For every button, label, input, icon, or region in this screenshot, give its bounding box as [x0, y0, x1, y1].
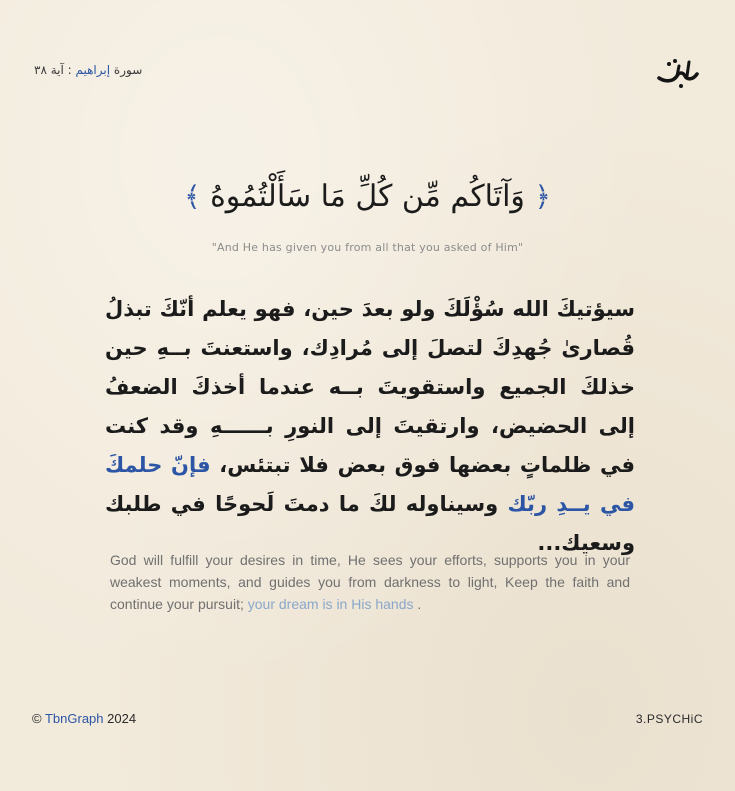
- quran-verse: [0, 172, 735, 222]
- verse-open-ornament: ﴿: [534, 180, 551, 213]
- verse-translation: "And He has given you from all that you asked of Him": [211, 241, 524, 254]
- english-highlight: your dream is in His hands: [247, 596, 414, 612]
- brand-name: TbnGraph: [44, 711, 104, 726]
- arabic-text-part1: سيؤتيكَ الله سُؤْلَكَ ولو بعدَ حين، فهو يعلم أنّكَ تبذلُ قُصارىٰ جُهدِكَ لتصلَ إلى مُرادِك، واستعنتَ بــهِ حين خذلكَ الجميع واستقويتَ بــه عندما أخذكَ الضعفُ إلى الحضيض، وارتقيتَ إلى النورِ بــــــهِ وقد كنت في ظلماتٍ بعضها فوق بعض فلا تبتئس،: [105, 297, 636, 477]
- surah-reference: [34, 63, 142, 77]
- copyright: [32, 711, 136, 726]
- english-text-part1: God will fulfill your desires in time, He sees your efforts, supports you in your weakest moments, and guides you from darkness to light, Keep the faith and continue your pursuit;: [110, 552, 630, 612]
- copyright-year: 2024: [107, 711, 137, 726]
- arabic-highlight: فإنّ حلمكَ في يــدِ ربّك: [105, 453, 635, 516]
- calligraphy-logo-icon: [655, 52, 701, 90]
- ayah-number: : آية ٣٨: [34, 63, 72, 77]
- series-label: 3.PSYCHiC: [635, 712, 703, 726]
- verse-close-ornament: ﴾: [184, 180, 201, 213]
- english-text-part2: .: [417, 596, 422, 612]
- copyright-symbol: ©: [32, 711, 42, 726]
- surah-name: إبراهيم: [75, 63, 111, 77]
- surah-label: سورة: [113, 63, 143, 77]
- english-paragraph: [110, 549, 630, 615]
- verse-text: وَآتَاكُم مِّن كُلِّ مَا سَأَلْتُمُوهُ: [210, 179, 525, 214]
- arabic-text-part2: وسيناوله لكَ ما دمتَ لَحوحًا في طلبك وسعيك...: [105, 492, 635, 555]
- arabic-paragraph: [105, 290, 635, 563]
